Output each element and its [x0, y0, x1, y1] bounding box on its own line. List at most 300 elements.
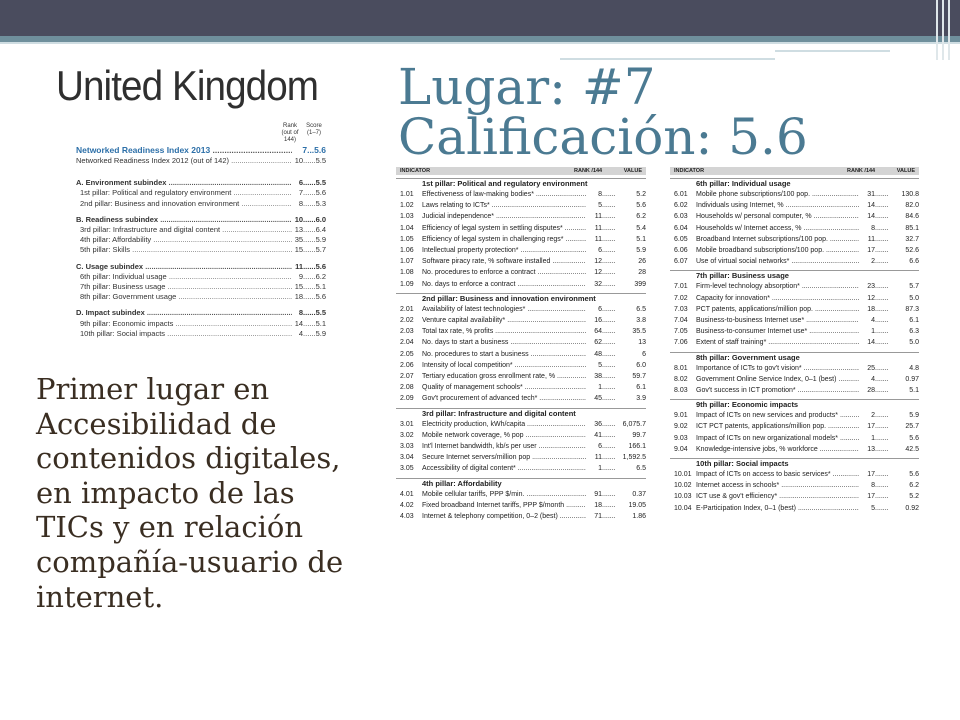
overview-value: 10......5.5: [294, 156, 326, 165]
indicator-rank: 16: [594, 317, 602, 325]
indicator-row: [670, 234, 919, 245]
leader-dots: [875, 480, 889, 491]
indicator-value: 3.9: [636, 395, 646, 403]
indicator-row: [396, 337, 646, 348]
indicator-rank: 12: [867, 294, 875, 302]
indicator-row: [670, 480, 919, 491]
indicator-row: [670, 189, 919, 200]
overview-label: 1st pillar: Political and regulatory environment .....: [80, 188, 292, 198]
indicator-row: [396, 223, 646, 234]
indicator-rank: 5: [871, 504, 875, 512]
overview-value: 7......5.6: [298, 188, 326, 198]
indicator-rank: 5: [598, 202, 602, 210]
indicator-value: 28: [638, 269, 646, 277]
indicator-value: 13: [638, 339, 646, 347]
indicator-rank: 25: [867, 364, 875, 372]
indicator-name: Fixed broadband Internet tariffs, PPP $/month .....: [422, 500, 586, 511]
overview-label: 7th pillar: Business usage .....: [80, 282, 292, 292]
rank-col-sub: (out of 144): [281, 130, 299, 143]
indicator-value: 5.6: [909, 434, 919, 442]
summary-line: internet.: [36, 579, 164, 614]
indicator-rank: 11: [594, 235, 602, 243]
indicator-value: 5.7: [909, 283, 919, 291]
indicator-row: [396, 463, 646, 474]
pillar-title: 9th pillar: Economic impacts: [696, 400, 799, 410]
indicator-number: 7.04: [674, 317, 688, 325]
indicator-name: Government Online Service Index, 0–1 (best) .....: [696, 374, 859, 385]
pillar-title: 7th pillar: Business usage: [696, 271, 789, 281]
indicator-row: [396, 267, 646, 278]
indicator-name: Secure Internet servers/million pop .....: [422, 452, 586, 463]
value-col-header: VALUE: [896, 168, 915, 174]
indicator-name: Accessibility of digital content* .....: [422, 463, 586, 474]
indicator-value: 42.5: [905, 445, 919, 453]
indicator-col-header: INDICATOR: [674, 168, 705, 174]
indicator-rank: 71: [594, 513, 602, 521]
indicator-rank: 17: [867, 471, 875, 479]
indicator-value: 1,592.5: [622, 454, 646, 462]
indicator-rank: 1: [598, 465, 602, 473]
indicator-number: 7.03: [674, 305, 688, 313]
overview-row: [76, 329, 326, 339]
indicator-row: [670, 211, 919, 222]
indicator-rank: 31: [867, 191, 875, 198]
indicator-name: Use of virtual social networks* .....: [696, 256, 859, 267]
rank-col-header: RANK /144: [574, 168, 603, 174]
overview-value: 6......5.5: [298, 178, 326, 188]
overview-value: 15......5.7: [294, 245, 326, 255]
indicator-name: ICT use & gov't efficiency* .....: [696, 491, 859, 502]
pillar-title: 4th pillar: Affordability: [422, 478, 502, 488]
indicator-number: 9.03: [674, 434, 688, 442]
indicator-name: Importance of ICTs to gov't vision* .....: [696, 363, 859, 374]
indicator-row: [396, 256, 646, 267]
indicator-name: Gov't procurement of advanced tech* .....: [422, 393, 586, 404]
indicator-rank: 62: [594, 339, 602, 347]
top-banner: [0, 0, 960, 36]
summary-text: [36, 372, 396, 614]
indicator-number: 2.03: [400, 328, 414, 336]
overview-label: Networked Readiness Index 2012 (out of 142) .....: [76, 156, 292, 166]
indicator-value: 6.1: [909, 317, 919, 325]
indicator-value: 99.7: [632, 431, 646, 439]
pillar-title: 10th pillar: Social impacts: [696, 459, 789, 469]
indicator-name: Tertiary education gross enrollment rate, % .....: [422, 371, 586, 382]
indicator-number: 4.01: [400, 490, 414, 498]
top-banner-stripe-light: [0, 42, 960, 44]
indicator-col-header: INDICATOR: [400, 168, 431, 174]
indicator-rank: 11: [867, 235, 875, 243]
indicator-number: 1.01: [400, 191, 414, 198]
overview-row: [76, 178, 326, 188]
leader-dots: [602, 256, 616, 267]
indicator-rank: 6: [598, 305, 602, 313]
overview-label: A. Environment subindex .....: [76, 178, 292, 188]
indicator-name: Efficiency of legal system in challenging regs* .....: [422, 234, 586, 245]
indicator-name: Efficiency of legal system in settling disputes* .....: [422, 223, 586, 234]
indicator-row: [670, 256, 919, 267]
leader-dots: [875, 211, 889, 222]
pillar-section: [670, 178, 919, 267]
indicator-rank: 36: [594, 420, 602, 428]
indicator-row: [396, 189, 646, 200]
indicator-value: 0.97: [905, 375, 919, 383]
overview-value: 4......5.9: [298, 328, 326, 338]
indicator-row: [396, 200, 646, 211]
table-header: [670, 167, 919, 175]
indicator-value: 4.8: [909, 364, 919, 372]
indicator-value: 5.1: [636, 235, 646, 243]
indicator-rank: 38: [594, 373, 602, 381]
indicator-name: Impact of ICTs on new organizational models* .....: [696, 433, 859, 444]
overview-value: 15......5.1: [294, 282, 326, 292]
right-decorative-rails: [936, 0, 954, 60]
indicator-value: 85.1: [905, 224, 919, 232]
overview-row: [76, 262, 326, 272]
indicator-row: [396, 360, 646, 371]
indicator-name: Venture capital availability* .....: [422, 315, 586, 326]
leader-dots: [602, 489, 616, 500]
indicator-row: [670, 245, 919, 256]
leader-dots: [875, 503, 889, 514]
indicator-number: 8.03: [674, 387, 688, 395]
overview-row: [76, 292, 326, 302]
indicator-row: [670, 433, 919, 444]
indicator-row: [396, 382, 646, 393]
indicator-rank: 64: [594, 328, 602, 336]
indicator-name: Mobile network coverage, % pop .....: [422, 430, 586, 441]
indicator-rank: 32: [594, 280, 602, 288]
indicator-name: PCT patents, applications/million pop. .....: [696, 304, 859, 315]
indicator-rank: 6: [598, 443, 602, 451]
indicator-row: [670, 410, 919, 421]
indicator-name: Electricity production, kWh/capita .....: [422, 419, 586, 430]
indicator-value: 399: [634, 280, 646, 288]
pillar-table-left: [396, 167, 646, 522]
overview-row: [76, 272, 326, 282]
indicator-number: 1.02: [400, 202, 414, 210]
indicator-name: Availability of latest technologies* .....: [422, 304, 586, 315]
overview-value: 13......6.4: [294, 225, 326, 235]
indicator-value: 35.5: [632, 328, 646, 336]
pillar-title: 8th pillar: Government usage: [696, 352, 800, 362]
indicator-number: 1.08: [400, 269, 414, 277]
leader-dots: [875, 234, 889, 245]
overview-label: 2nd pillar: Business and innovation environment .....: [80, 199, 292, 209]
indicator-number: 4.03: [400, 513, 414, 521]
indicator-number: 6.04: [674, 224, 688, 232]
indicator-number: 3.03: [400, 443, 414, 451]
indicator-value: 5.9: [636, 247, 646, 255]
indicator-number: 3.04: [400, 454, 414, 462]
indicator-name: Intensity of local competition* .....: [422, 360, 586, 371]
overview-label: 9th pillar: Economic impacts .....: [80, 319, 292, 329]
leader-dots: [602, 337, 616, 348]
indicator-rank: 14: [867, 202, 875, 210]
indicator-row: [396, 511, 646, 522]
pillar-section: [396, 408, 646, 475]
indicator-name: Gov't success in ICT promotion* .....: [696, 385, 859, 396]
overview-value: 11......5.6: [295, 261, 326, 271]
summary-line: Primer lugar en: [36, 372, 270, 406]
indicator-row: [396, 279, 646, 290]
indicator-row: [396, 371, 646, 382]
pillar-section: [396, 178, 646, 290]
indicator-rank: 2: [871, 412, 875, 420]
indicator-name: Quality of management schools* .....: [422, 382, 586, 393]
indicator-rank: 91: [594, 490, 602, 498]
overview-value: 7...5.6: [302, 145, 326, 155]
indicator-name: Software piracy rate, % software installed .....: [422, 256, 586, 267]
pillar-section: [670, 399, 919, 455]
indicator-rank: 8: [871, 224, 875, 232]
indicator-number: 1.09: [400, 280, 414, 288]
indicator-name: Impact of ICTs on new services and products* .....: [696, 410, 859, 421]
indicator-number: 7.02: [674, 294, 688, 302]
leader-dots: [602, 360, 616, 371]
indicator-value: 5.0: [909, 339, 919, 347]
indicator-rank: 1: [598, 384, 602, 392]
indicator-rank: 41: [594, 431, 602, 439]
leader-dots: [875, 245, 889, 256]
indicator-rank: 4: [871, 375, 875, 383]
indicator-number: 7.05: [674, 328, 688, 336]
overview-label: D. Impact subindex .....: [76, 308, 292, 318]
indicator-rank: 14: [867, 339, 875, 347]
leader-dots: [602, 393, 616, 404]
pillar-title: 1st pillar: Political and regulatory environment: [422, 179, 588, 188]
leader-dots: [875, 304, 889, 315]
overview-value: 18......5.6: [294, 292, 326, 302]
leader-dots: [602, 315, 616, 326]
indicator-number: 10.01: [674, 471, 692, 479]
leader-dots: [602, 234, 616, 245]
overview-row: [76, 144, 326, 156]
pillar-section: [396, 293, 646, 405]
indicator-value: 1.86: [632, 513, 646, 521]
indicator-number: 1.03: [400, 213, 414, 221]
leader-dots: [875, 223, 889, 234]
leader-dots: [875, 189, 889, 200]
overview-row: [76, 225, 326, 235]
leader-dots: [602, 267, 616, 278]
indicator-number: 3.05: [400, 465, 414, 473]
indicator-number: 1.06: [400, 247, 414, 255]
indicator-name: Total tax rate, % profits .....: [422, 326, 586, 337]
overview-label: C. Usage subindex .....: [76, 262, 292, 272]
indicator-value: 5.6: [909, 471, 919, 479]
indicator-row: [396, 430, 646, 441]
indicator-row: [396, 304, 646, 315]
overview-header: [76, 123, 326, 144]
indicator-number: 4.02: [400, 501, 414, 509]
indicator-name: Mobile broadband subscriptions/100 pop. .....: [696, 245, 859, 256]
indicator-rank: 18: [594, 501, 602, 509]
indicator-value: 6.2: [636, 213, 646, 221]
indicator-name: Laws relating to ICTs* .....: [422, 200, 586, 211]
indicator-name: Business-to-business Internet use* .....: [696, 315, 859, 326]
indicator-number: 6.01: [674, 191, 688, 198]
indicator-number: 6.05: [674, 235, 688, 243]
indicator-name: Effectiveness of law-making bodies* .....: [422, 189, 586, 200]
indicator-rank: 8: [598, 191, 602, 198]
indicator-row: [396, 315, 646, 326]
indicator-name: Mobile cellular tariffs, PPP $/min. .....: [422, 489, 586, 500]
leader-dots: [602, 326, 616, 337]
indicator-name: No. procedures to enforce a contract .....: [422, 267, 586, 278]
overview-value: 8......5.5: [298, 308, 326, 318]
indicator-number: 8.01: [674, 364, 688, 372]
indicator-value: 5.4: [636, 224, 646, 232]
overview-value: 14......5.1: [294, 318, 326, 328]
overview-row: [76, 156, 326, 166]
indicator-value: 6.5: [636, 465, 646, 473]
score-col-header: Score: [306, 123, 322, 129]
pillar-table-right: [670, 167, 919, 514]
indicator-value: 5.9: [909, 412, 919, 420]
indicator-number: 2.08: [400, 384, 414, 392]
overview-row: [76, 245, 326, 255]
indicator-number: 9.02: [674, 423, 688, 431]
indicator-row: [670, 223, 919, 234]
overview-label: 3rd pillar: Infrastructure and digital content .....: [80, 225, 292, 235]
indicator-row: [396, 441, 646, 452]
overview-row: [76, 235, 326, 245]
indicator-rank: 28: [867, 387, 875, 395]
leader-dots: [875, 421, 889, 432]
indicator-rank: 18: [867, 305, 875, 313]
value-col-header: VALUE: [623, 168, 642, 174]
leader-dots: [602, 463, 616, 474]
indicator-value: 5.2: [636, 191, 646, 198]
indicator-rank: 12: [594, 269, 602, 277]
pillar-section: [670, 352, 919, 397]
leader-dots: [875, 374, 889, 385]
indicator-row: [670, 469, 919, 480]
indicator-name: Internet access in schools* .....: [696, 480, 859, 491]
indicator-row: [670, 363, 919, 374]
indicator-rank: 14: [867, 213, 875, 221]
indicator-number: 6.03: [674, 213, 688, 221]
indicator-row: [670, 281, 919, 292]
leader-dots: [875, 315, 889, 326]
table-header: [396, 167, 646, 175]
indicator-rank: 17: [867, 247, 875, 255]
indicator-value: 59.7: [632, 373, 646, 381]
indicator-value: 5.1: [909, 387, 919, 395]
leader-dots: [875, 326, 889, 337]
indicator-name: Broadband Internet subscriptions/100 pop. .....: [696, 234, 859, 245]
leader-dots: [875, 433, 889, 444]
leader-dots: [875, 281, 889, 292]
leader-dots: [875, 385, 889, 396]
indicator-row: [670, 304, 919, 315]
leader-dots: [602, 245, 616, 256]
pillar-title: 6th pillar: Individual usage: [696, 179, 791, 188]
indicator-name: Int'l Internet bandwidth, kb/s per user .....: [422, 441, 586, 452]
indicator-number: 10.04: [674, 504, 692, 512]
pillar-section: [670, 458, 919, 514]
indicator-value: 26: [638, 258, 646, 266]
indicator-name: No. days to start a business .....: [422, 337, 586, 348]
indicator-name: Internet & telephony competition, 0–2 (best) .....: [422, 511, 586, 522]
indicator-value: 25.7: [905, 423, 919, 431]
leader-dots: [875, 469, 889, 480]
leader-dots: [602, 430, 616, 441]
leader-dots: [602, 452, 616, 463]
indicator-name: Capacity for innovation* .....: [696, 293, 859, 304]
leader-dots: [602, 189, 616, 200]
indicator-number: 7.06: [674, 339, 688, 347]
indicator-rank: 4: [871, 317, 875, 325]
indicator-row: [670, 326, 919, 337]
indicator-value: 6: [642, 350, 646, 358]
indicator-number: 1.05: [400, 235, 414, 243]
leader-dots: [602, 500, 616, 511]
indicator-number: 2.07: [400, 373, 414, 381]
indicator-rank: 17: [867, 423, 875, 431]
indicator-row: [670, 385, 919, 396]
indicator-value: 6.2: [909, 482, 919, 490]
indicator-value: 5.6: [636, 202, 646, 210]
indicator-number: 3.02: [400, 431, 414, 439]
indicator-value: 6,075.7: [622, 420, 646, 428]
indicator-rank: 45: [594, 395, 602, 403]
indicator-number: 10.03: [674, 493, 692, 501]
overview-row: [76, 188, 326, 198]
leader-dots: [602, 441, 616, 452]
indicator-name: Households w/ personal computer, % .....: [696, 211, 859, 222]
leader-dots: [875, 256, 889, 267]
indicator-rank: 11: [594, 213, 602, 221]
indicator-row: [396, 349, 646, 360]
leader-dots: [602, 211, 616, 222]
indicator-number: 1.07: [400, 258, 414, 266]
indicator-value: 130.8: [901, 191, 919, 198]
rank-title: Lugar: #7: [398, 58, 656, 116]
leader-dots: [875, 410, 889, 421]
indicator-row: [396, 245, 646, 256]
summary-line: contenidos digitales,: [36, 441, 341, 476]
indicator-row: [670, 374, 919, 385]
pillar-title: 3rd pillar: Infrastructure and digital content: [422, 408, 576, 418]
indicator-rank: 1: [871, 328, 875, 336]
indicator-number: 2.02: [400, 317, 414, 325]
leader-dots: [602, 371, 616, 382]
indicator-value: 6.3: [909, 328, 919, 336]
indicator-name: Judicial independence* .....: [422, 211, 586, 222]
indicator-number: 9.01: [674, 412, 688, 420]
indicator-number: 2.09: [400, 395, 414, 403]
indicator-name: E-Participation Index, 0–1 (best) .....: [696, 503, 859, 514]
indicator-value: 6.1: [636, 384, 646, 392]
indicator-value: 6.5: [636, 305, 646, 313]
indicator-row: [670, 421, 919, 432]
overview-label: 8th pillar: Government usage .....: [80, 292, 292, 302]
indicator-value: 87.3: [905, 305, 919, 313]
indicator-row: [396, 500, 646, 511]
leader-dots: [875, 363, 889, 374]
indicator-rank: 5: [598, 361, 602, 369]
indicator-row: [396, 393, 646, 404]
indicator-value: 52.6: [905, 247, 919, 255]
rank-col-header: RANK /144: [847, 168, 876, 174]
rank-col-header: Rank: [282, 123, 297, 129]
indicator-row: [670, 315, 919, 326]
overview-label: 10th pillar: Social impacts .....: [80, 329, 292, 339]
indicator-value: 84.6: [905, 213, 919, 221]
leader-dots: [602, 382, 616, 393]
